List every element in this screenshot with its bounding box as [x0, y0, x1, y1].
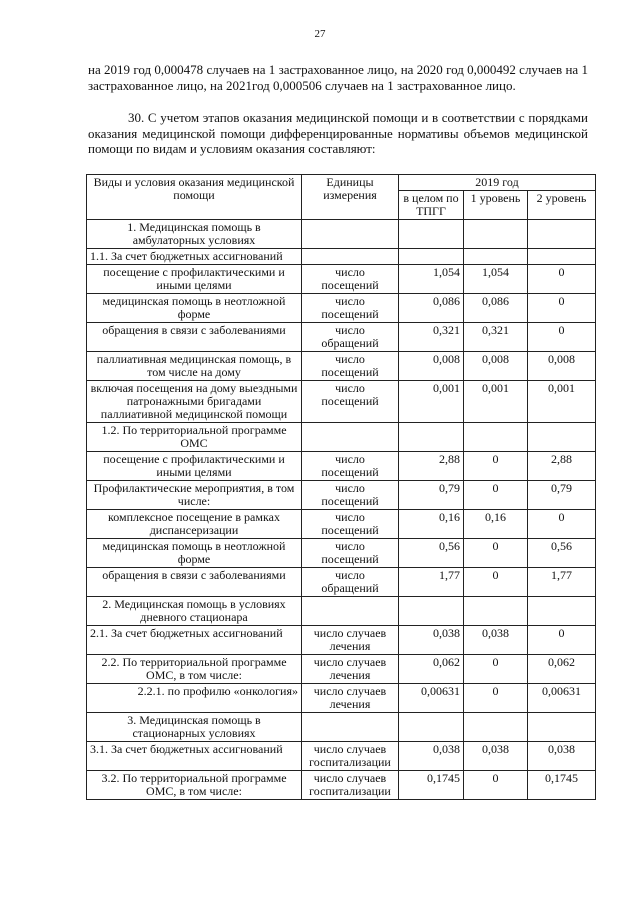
row-units	[302, 713, 399, 742]
row-total	[399, 423, 464, 452]
table-row	[87, 684, 596, 713]
row-label: 1. Медицинская помощь в амбулаторных условиях	[87, 220, 302, 249]
row-label: 1.1. За счет бюджетных ассигнований	[87, 249, 302, 265]
row-units: число посещений	[302, 510, 399, 539]
header-total: в целом по ТПГГ	[399, 191, 464, 220]
row-label: 2.1. За счет бюджетных ассигнований	[87, 626, 302, 655]
table-row	[87, 626, 596, 655]
row-units	[302, 220, 399, 249]
table-row	[87, 381, 596, 423]
row-level2	[528, 713, 596, 742]
row-units: число случаев лечения	[302, 655, 399, 684]
row-label: 2.2.1. по профилю «онкология»	[87, 684, 302, 713]
row-level2: 1,77	[528, 568, 596, 597]
header-kind: Виды и условия оказания медицинской помощи	[87, 175, 302, 220]
row-level1: 0,038	[464, 742, 528, 771]
row-level1: 0	[464, 539, 528, 568]
row-level1: 0,16	[464, 510, 528, 539]
row-label: 1.2. По территориальной программе ОМС	[87, 423, 302, 452]
row-total: 0,00631	[399, 684, 464, 713]
row-label: включая посещения на дому выездными патронажными бригадами паллиативной медицинской помощи	[87, 381, 302, 423]
row-label: посещение с профилактическими и иными целями	[87, 452, 302, 481]
row-level1: 0,321	[464, 323, 528, 352]
page-number: 27	[314, 28, 326, 40]
row-level2: 0	[528, 626, 596, 655]
row-units: число посещений	[302, 481, 399, 510]
row-level2: 0,062	[528, 655, 596, 684]
row-label: посещение с профилактическими и иными целями	[87, 265, 302, 294]
row-total: 0,038	[399, 742, 464, 771]
norms-table	[86, 174, 596, 800]
row-level1: 0	[464, 771, 528, 800]
row-level2: 0	[528, 265, 596, 294]
row-level2: 2,88	[528, 452, 596, 481]
row-total: 0,79	[399, 481, 464, 510]
row-label: обращения в связи с заболеваниями	[87, 568, 302, 597]
table-body	[87, 220, 596, 800]
row-units: число посещений	[302, 352, 399, 381]
table-row	[87, 510, 596, 539]
row-units: число случаев госпитализации	[302, 771, 399, 800]
row-level2: 0	[528, 510, 596, 539]
table-row	[87, 597, 596, 626]
row-total: 0,086	[399, 294, 464, 323]
row-level2	[528, 249, 596, 265]
row-label: 2.2. По территориальной программе ОМС, в том числе:	[87, 655, 302, 684]
row-level2: 0	[528, 294, 596, 323]
row-total: 0,16	[399, 510, 464, 539]
row-level1	[464, 713, 528, 742]
row-total: 0,008	[399, 352, 464, 381]
table-row	[87, 323, 596, 352]
row-label: 3. Медицинская помощь в стационарных условиях	[87, 713, 302, 742]
row-level1	[464, 249, 528, 265]
paragraph-30: 30. С учетом этапов оказания медицинской помощи и в соответствии с порядками оказания медицинской помощи дифференцированные нормативы объемов медицинской помощи по видам и условиям оказания составляют:	[88, 110, 588, 156]
row-total: 0,321	[399, 323, 464, 352]
table-row	[87, 249, 596, 265]
row-total: 2,88	[399, 452, 464, 481]
table-row	[87, 713, 596, 742]
row-level2: 0,038	[528, 742, 596, 771]
row-units: число случаев лечения	[302, 626, 399, 655]
row-level1: 1,054	[464, 265, 528, 294]
row-label: 3.1. За счет бюджетных ассигнований	[87, 742, 302, 771]
row-level1	[464, 220, 528, 249]
row-total	[399, 249, 464, 265]
row-units: число обращений	[302, 568, 399, 597]
row-units: число посещений	[302, 265, 399, 294]
row-total: 0,062	[399, 655, 464, 684]
row-total: 0,038	[399, 626, 464, 655]
row-units: число случаев лечения	[302, 684, 399, 713]
row-level1: 0,038	[464, 626, 528, 655]
row-level2: 0	[528, 323, 596, 352]
row-total	[399, 713, 464, 742]
row-level2: 0,56	[528, 539, 596, 568]
row-level2: 0,00631	[528, 684, 596, 713]
header-units: Единицы измерения	[302, 175, 399, 220]
row-units	[302, 423, 399, 452]
row-label: 2. Медицинская помощь в условиях дневного стационара	[87, 597, 302, 626]
table-row	[87, 771, 596, 800]
row-level1: 0,001	[464, 381, 528, 423]
row-label: комплексное посещение в рамках диспансеризации	[87, 510, 302, 539]
row-total: 1,77	[399, 568, 464, 597]
table-row	[87, 423, 596, 452]
header-year: 2019 год	[399, 175, 596, 191]
table-row	[87, 568, 596, 597]
row-units: число обращений	[302, 323, 399, 352]
row-total	[399, 220, 464, 249]
row-level1: 0	[464, 452, 528, 481]
row-units	[302, 597, 399, 626]
row-level2: 0,001	[528, 381, 596, 423]
row-label: обращения в связи с заболеваниями	[87, 323, 302, 352]
row-level1: 0	[464, 481, 528, 510]
row-units: число посещений	[302, 539, 399, 568]
row-level1: 0,008	[464, 352, 528, 381]
row-level2	[528, 597, 596, 626]
row-units	[302, 249, 399, 265]
row-level2	[528, 220, 596, 249]
row-level2	[528, 423, 596, 452]
table-row	[87, 481, 596, 510]
row-level2: 0,1745	[528, 771, 596, 800]
row-total: 0,1745	[399, 771, 464, 800]
row-level1	[464, 597, 528, 626]
header-level1: 1 уровень	[464, 191, 528, 220]
table-row	[87, 742, 596, 771]
paragraph-continuation: на 2019 год 0,000478 случаев на 1 застрахованное лицо, на 2020 год 0,000492 случаев на 1 застрахованное лицо, на 2021год 0,000506 случаев на 1 застрахованное лицо.	[88, 62, 588, 93]
row-label: 3.2. По территориальной программе ОМС, в том числе:	[87, 771, 302, 800]
row-units: число посещений	[302, 452, 399, 481]
table-row	[87, 294, 596, 323]
row-units: число посещений	[302, 381, 399, 423]
table-row	[87, 220, 596, 249]
row-level1: 0	[464, 684, 528, 713]
row-level2: 0,79	[528, 481, 596, 510]
row-total	[399, 597, 464, 626]
row-level1: 0,086	[464, 294, 528, 323]
row-units: число посещений	[302, 294, 399, 323]
table-row	[87, 655, 596, 684]
row-level1	[464, 423, 528, 452]
row-level1: 0	[464, 655, 528, 684]
row-total: 0,56	[399, 539, 464, 568]
row-total: 0,001	[399, 381, 464, 423]
row-level2: 0,008	[528, 352, 596, 381]
row-total: 1,054	[399, 265, 464, 294]
row-level1: 0	[464, 568, 528, 597]
table-row	[87, 539, 596, 568]
table-row	[87, 352, 596, 381]
row-units: число случаев госпитализации	[302, 742, 399, 771]
row-label: медицинская помощь в неотложной форме	[87, 294, 302, 323]
header-level2: 2 уровень	[528, 191, 596, 220]
row-label: Профилактические мероприятия, в том числе:	[87, 481, 302, 510]
row-label: медицинская помощь в неотложной форме	[87, 539, 302, 568]
table-row	[87, 452, 596, 481]
table-row	[87, 265, 596, 294]
row-label: паллиативная медицинская помощь, в том числе на дому	[87, 352, 302, 381]
